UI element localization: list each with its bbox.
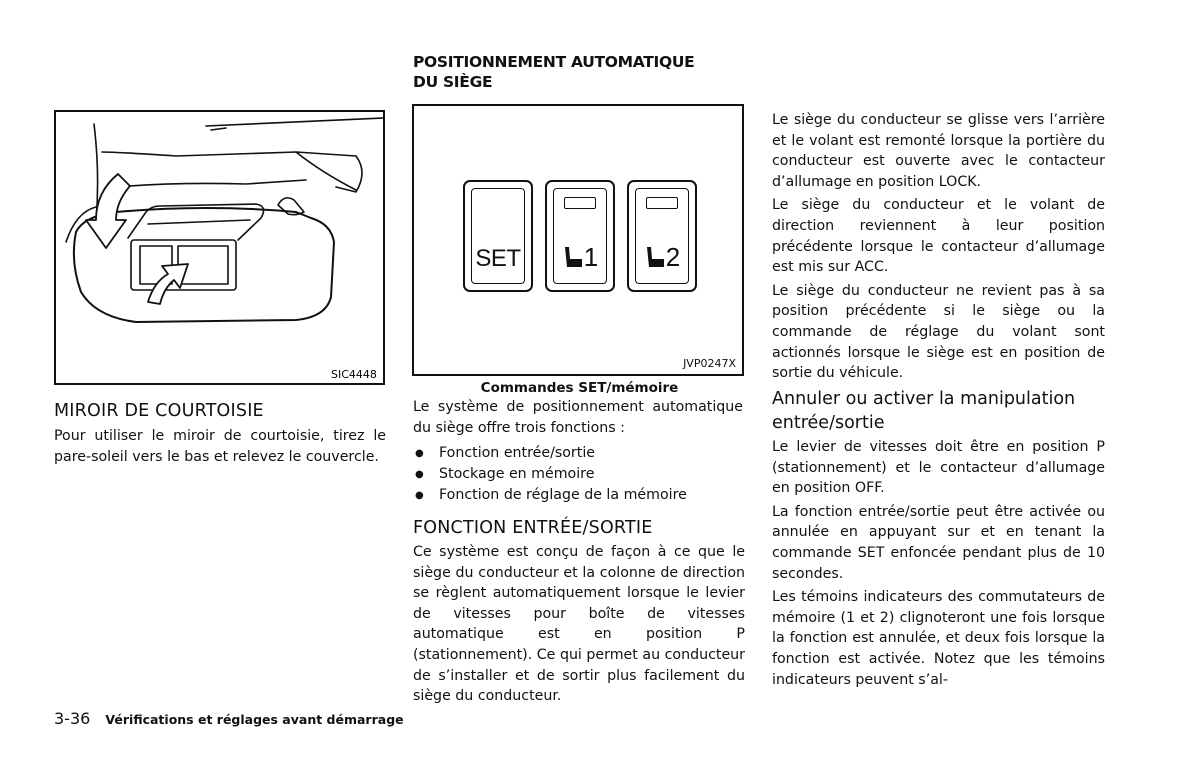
memory-button-1[interactable] [545,180,615,292]
set-button-face [471,188,525,284]
footer-section-title: Vérifications et réglages avant démarrage [105,712,404,727]
page-number: 3-36 [54,709,91,728]
memory-button-2-face [635,188,689,284]
set-button[interactable] [463,180,533,292]
memory-2-number: 2 [665,242,681,272]
sun-visor-illustration [56,112,383,383]
paragraph: Le siège du conducteur et le volant de direction reviennent à leur position précédente lorsque le contacteur d’allumage est mis sur ACC. [772,197,1105,276]
paragraph: Le siège du conducteur se glisse vers l’arrière et le volant est remonté lorsque la portière du conducteur est ouverte avec le contacteur d’allumage en position LOCK. [772,112,1105,190]
seat-icon [644,246,666,268]
intro-paragraph [413,397,743,441]
list-item: ● Fonction entrée/sortie [413,443,743,464]
memory-switch-figure [412,104,744,376]
memory-button-2[interactable] [627,180,697,292]
sun-visor-figure [54,110,385,385]
figure-caption: Commandes SET/mémoire [480,380,679,396]
function-list [413,443,743,506]
section-heading-miroir: MIROIR DE COURTOISIE [54,401,264,421]
paragraph: Le levier de vitesses doit être en position P (stationnement) et le contacteur d’allumage en position OFF. [772,439,1105,497]
memory-2-indicator-light [646,197,678,209]
section-title: POSITIONNEMENT AUTOMATIQUE DU SIÈGE [413,53,695,91]
section-heading-entree-sortie: FONCTION ENTRÉE/SORTIE [413,518,653,538]
list-item: ● Fonction de réglage de la mémoire [413,485,743,506]
memory-button-2-label [636,242,688,273]
paragraph: La fonction entrée/sortie peut être activée ou annulée en appuyant sur et en tenant la commande SET enfoncée pendant plus de 10 secondes. [772,503,1105,582]
paragraph: Le siège du conducteur ne revient pas à sa position précédente si le siège ou la commande de réglage du volant sont actionnés lorsque le siège est en position de sortie du véhicule. [772,282,1105,382]
figure-code: JVP0247X [683,357,736,370]
page-footer [54,709,454,728]
right-column-top [772,110,1105,387]
memory-button-1-face [553,188,607,284]
memory-1-indicator-light [564,197,596,209]
miroir-paragraph [54,426,386,470]
seat-icon [562,246,584,268]
intro-text: Le système de positionnement automatique du siège offre trois fonctions : [413,399,743,436]
figure-code: SIC4448 [331,368,377,381]
right-column-bottom [772,437,1105,693]
subheading-annuler: Annuler ou activer la manipulation entrée/sortie [772,389,1076,433]
paragraph: Les témoins indicateurs des commutateurs de mémoire (1 et 2) clignoteront une fois lorsque la fonction est annulée, et deux fois lorsque la fonction est activée. Notez que les témoins indicateurs peuvent s’al- [772,589,1105,688]
list-item: ● Stockage en mémoire [413,464,743,485]
memory-button-1-label [554,242,606,273]
set-button-label: SET [475,245,521,272]
miroir-text: Pour utiliser le miroir de courtoisie, tirez le pare-soleil vers le bas et relevez le couvercle. [54,428,386,465]
entree-sortie-text: Ce système est conçu de façon à ce que le siège du conducteur et la colonne de direction se règlent automatiquement lorsque le levier de vitesses pour boîte de vitesses automatique est en position P (stationnement). Ce qui permet au conducteur de s’installer et de sortir plus facilement du siège du conducteur. [413,544,745,705]
memory-1-number: 1 [583,242,599,272]
entree-sortie-paragraph [413,542,745,710]
